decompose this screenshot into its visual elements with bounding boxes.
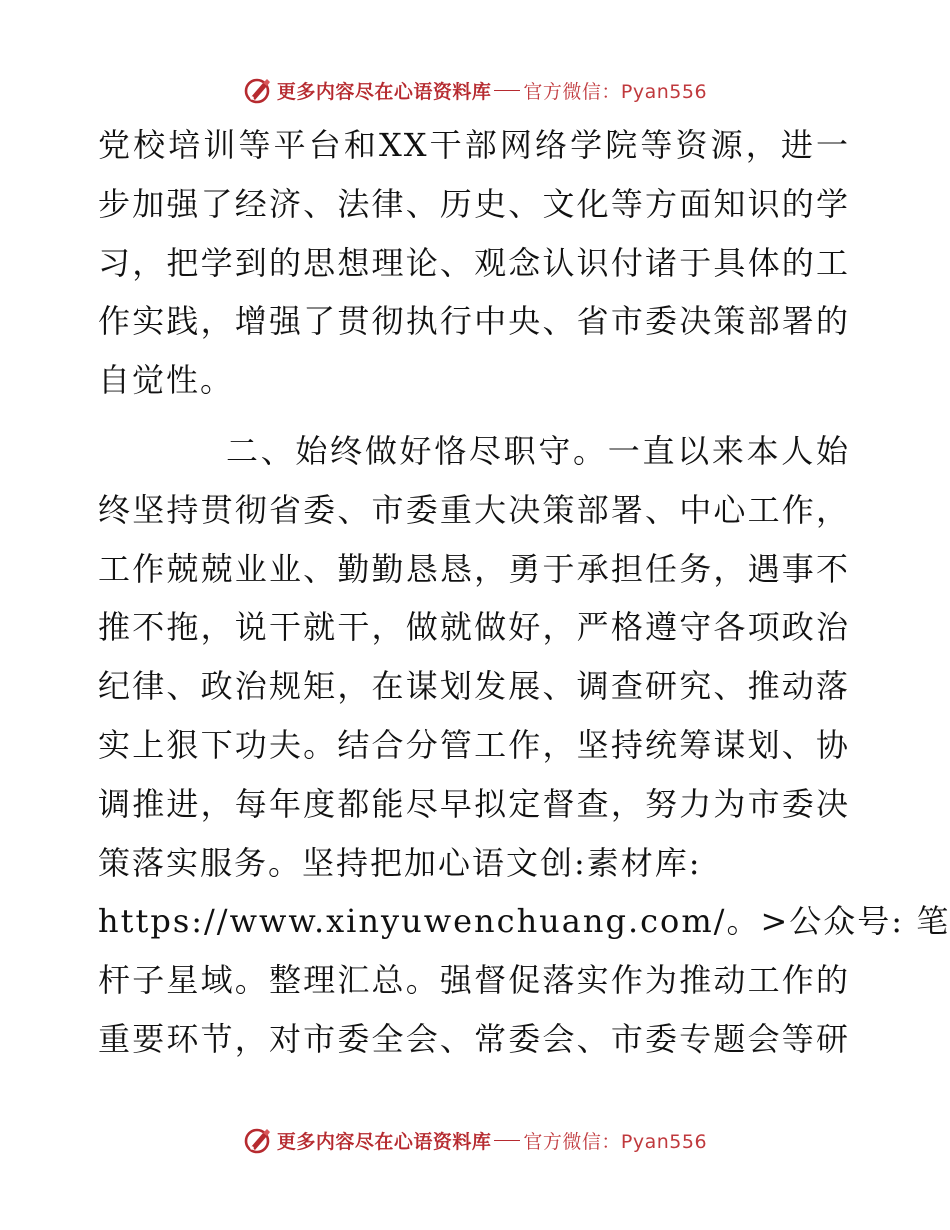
text-line: 调推进，每年度都能尽早拟定督查，努力为市委决 [98,784,850,823]
text-line: 自觉性。 [98,361,235,400]
text-line: 策落实服务。坚持把加心语文创:素材库: [98,843,702,882]
paragraph-2 [98,422,950,1069]
text-line: 习，把学到的思想理论、观念认识付诸于具体的工 [98,243,850,282]
text-line: 推不拖，说干就干，做就做好，严格遵守各项政治 [98,608,850,647]
footer-wechat-text: 官方微信：Pyan556 [523,1130,708,1153]
text-line: 纪律、政治规矩，在谋划发展、调查研究、推动落 [98,667,850,706]
text-line: 终坚持贯彻省委、市委重大决策部署、中心工作， [98,490,850,529]
text-line: 二、始终做好恪尽职守。一直以来本人始 [226,431,850,470]
text-line: 作实践，增强了贯彻执行中央、省市委决策部署的 [98,302,850,341]
text-line: https://www.xinyuwenchuang.com/。>公众号: 笔 [98,902,950,941]
footer-banner-separator [494,1140,520,1141]
text-line: 实上狠下功夫。结合分管工作，坚持统筹谋划、协 [98,725,850,764]
text-line: 工作兢兢业业、勤勤恳恳，勇于承担任务，遇事不 [98,549,850,588]
text-line: 党校培训等平台和XX干部网络学院等资源，进一 [98,126,850,164]
header-banner [0,70,950,110]
footer-banner-text: 更多内容尽在心语资料库 [276,1130,492,1153]
brush-pen-logo-icon [243,75,273,105]
text-line: 步加强了经济、法律、历史、文化等方面知识的学 [98,184,850,223]
document-body [98,116,950,1069]
paragraph-1 [98,116,850,410]
text-line: 重要环节，对市委全会、常委会、市委专题会等研 [98,1019,850,1058]
header-wechat-text: 官方微信：Pyan556 [523,80,708,103]
footer-banner [0,1120,950,1160]
header-banner-separator [494,90,520,91]
paragraph-gap [98,410,850,422]
text-line: 杆子星域。整理汇总。强督促落实作为推动工作的 [98,961,850,1000]
header-banner-text: 更多内容尽在心语资料库 [276,80,492,103]
brush-pen-logo-icon [243,1125,273,1155]
